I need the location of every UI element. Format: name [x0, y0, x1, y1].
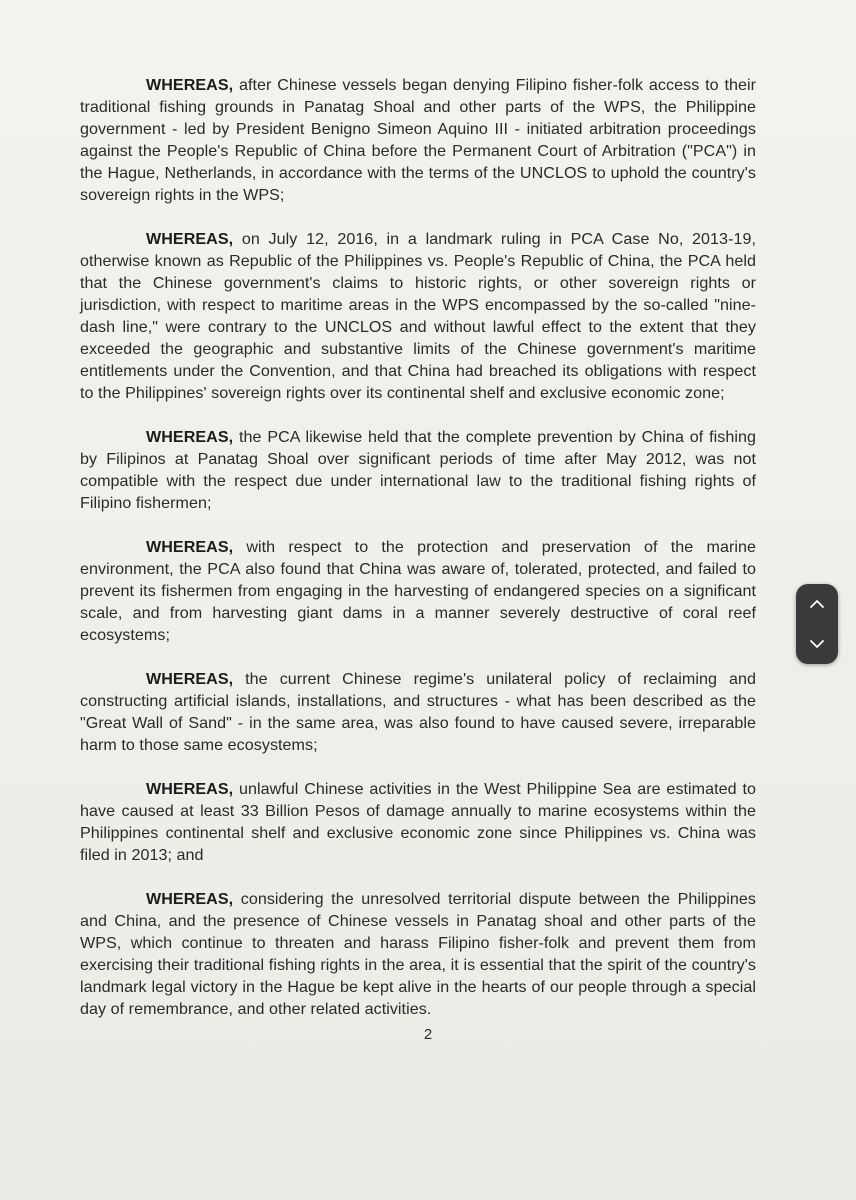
whereas-paragraph-1 [80, 74, 756, 206]
scroll-down-button[interactable] [796, 624, 838, 664]
whereas-paragraph-6 [80, 778, 756, 866]
whereas-text: the current Chinese regime's unilateral policy of reclaiming and constructing artificial islands, installations, and structures - what has been described as the "Great Wall of Sand" - in the same area, was also found to have caused severe, irreparable harm to those same ecosystems; [80, 670, 756, 754]
whereas-text: unlawful Chinese activities in the West Philippine Sea are estimated to have caused at least 33 Billion Pesos of damage annually to marine ecosystems within the Philippines continental shelf and exclusive economic zone since Philippines vs. China was filed in 2013; and [80, 780, 756, 864]
whereas-text: with respect to the protection and preservation of the marine environment, the PCA also found that China was aware of, tolerated, protected, and failed to prevent its fishermen from engaging in the harvesting of endangered species on a significant scale, and from harvesting giant dams in a manner severely destructive of coral reef ecosystems; [80, 538, 756, 644]
whereas-lead: WHEREAS, [146, 428, 234, 446]
whereas-lead: WHEREAS, [146, 780, 234, 798]
page-number: 2 [423, 1026, 433, 1043]
whereas-lead: WHEREAS, [146, 890, 234, 908]
whereas-text: the PCA likewise held that the complete prevention by China of fishing by Filipinos at Panatag Shoal over significant periods of time after May 2012, was not compatible with the respect due under international law to the traditional fishing rights of Filipino fishermen; [80, 428, 756, 512]
whereas-text: after Chinese vessels began denying Filipino fisher-folk access to their traditional fishing grounds in Panatag Shoal and other parts of the WPS, the Philippine government - led by President Benigno Simeon Aquino III - initiated arbitration proceedings against the People's Republic of China before the Permanent Court of Arbitration ("PCA") in the Hague, Netherlands, in accordance with the terms of the UNCLOS to uphold the country's sovereign rights in the WPS; [80, 76, 756, 204]
scroll-up-button[interactable] [796, 584, 838, 624]
whereas-lead: WHEREAS, [146, 538, 234, 556]
whereas-text: considering the unresolved territorial dispute between the Philippines and China, and the presence of Chinese vessels in Panatag shoal and other parts of the WPS, which continue to threaten and harass Filipino fisher-folk and prevent them from exercising their traditional fishing rights in the area, it is essential that the spirit of the country's landmark legal victory in the Hague be kept alive in the hearts of our people through a special day of remembrance, and other related activities. [80, 890, 756, 1018]
whereas-paragraph-5 [80, 668, 756, 756]
whereas-lead: WHEREAS, [146, 670, 234, 688]
whereas-paragraph-4 [80, 536, 756, 646]
chevron-up-icon [809, 599, 825, 609]
document-body [80, 74, 756, 1042]
whereas-paragraph-3 [80, 426, 756, 514]
whereas-paragraph-7 [80, 888, 756, 1020]
chevron-down-icon [809, 639, 825, 649]
whereas-lead: WHEREAS, [146, 230, 234, 248]
whereas-lead: WHEREAS, [146, 76, 234, 94]
whereas-text: on July 12, 2016, in a landmark ruling in PCA Case No, 2013-19, otherwise known as Republic of the Philippines vs. People's Republic of China, the PCA held that the Chinese government's claims to historic rights, or other sovereign rights or jurisdiction, with respect to maritime areas in the WPS encompassed by the so-called "nine-dash line," were contrary to the UNCLOS and without lawful effect to the extent that they exceeded the geographic and substantive limits of the Chinese government's maritime entitlements under the Convention, and that China had breached its obligations with respect to the Philippines' sovereign rights over its continental shelf and exclusive economic zone; [80, 230, 756, 402]
page-scroll-control [796, 584, 838, 664]
whereas-paragraph-2 [80, 228, 756, 404]
